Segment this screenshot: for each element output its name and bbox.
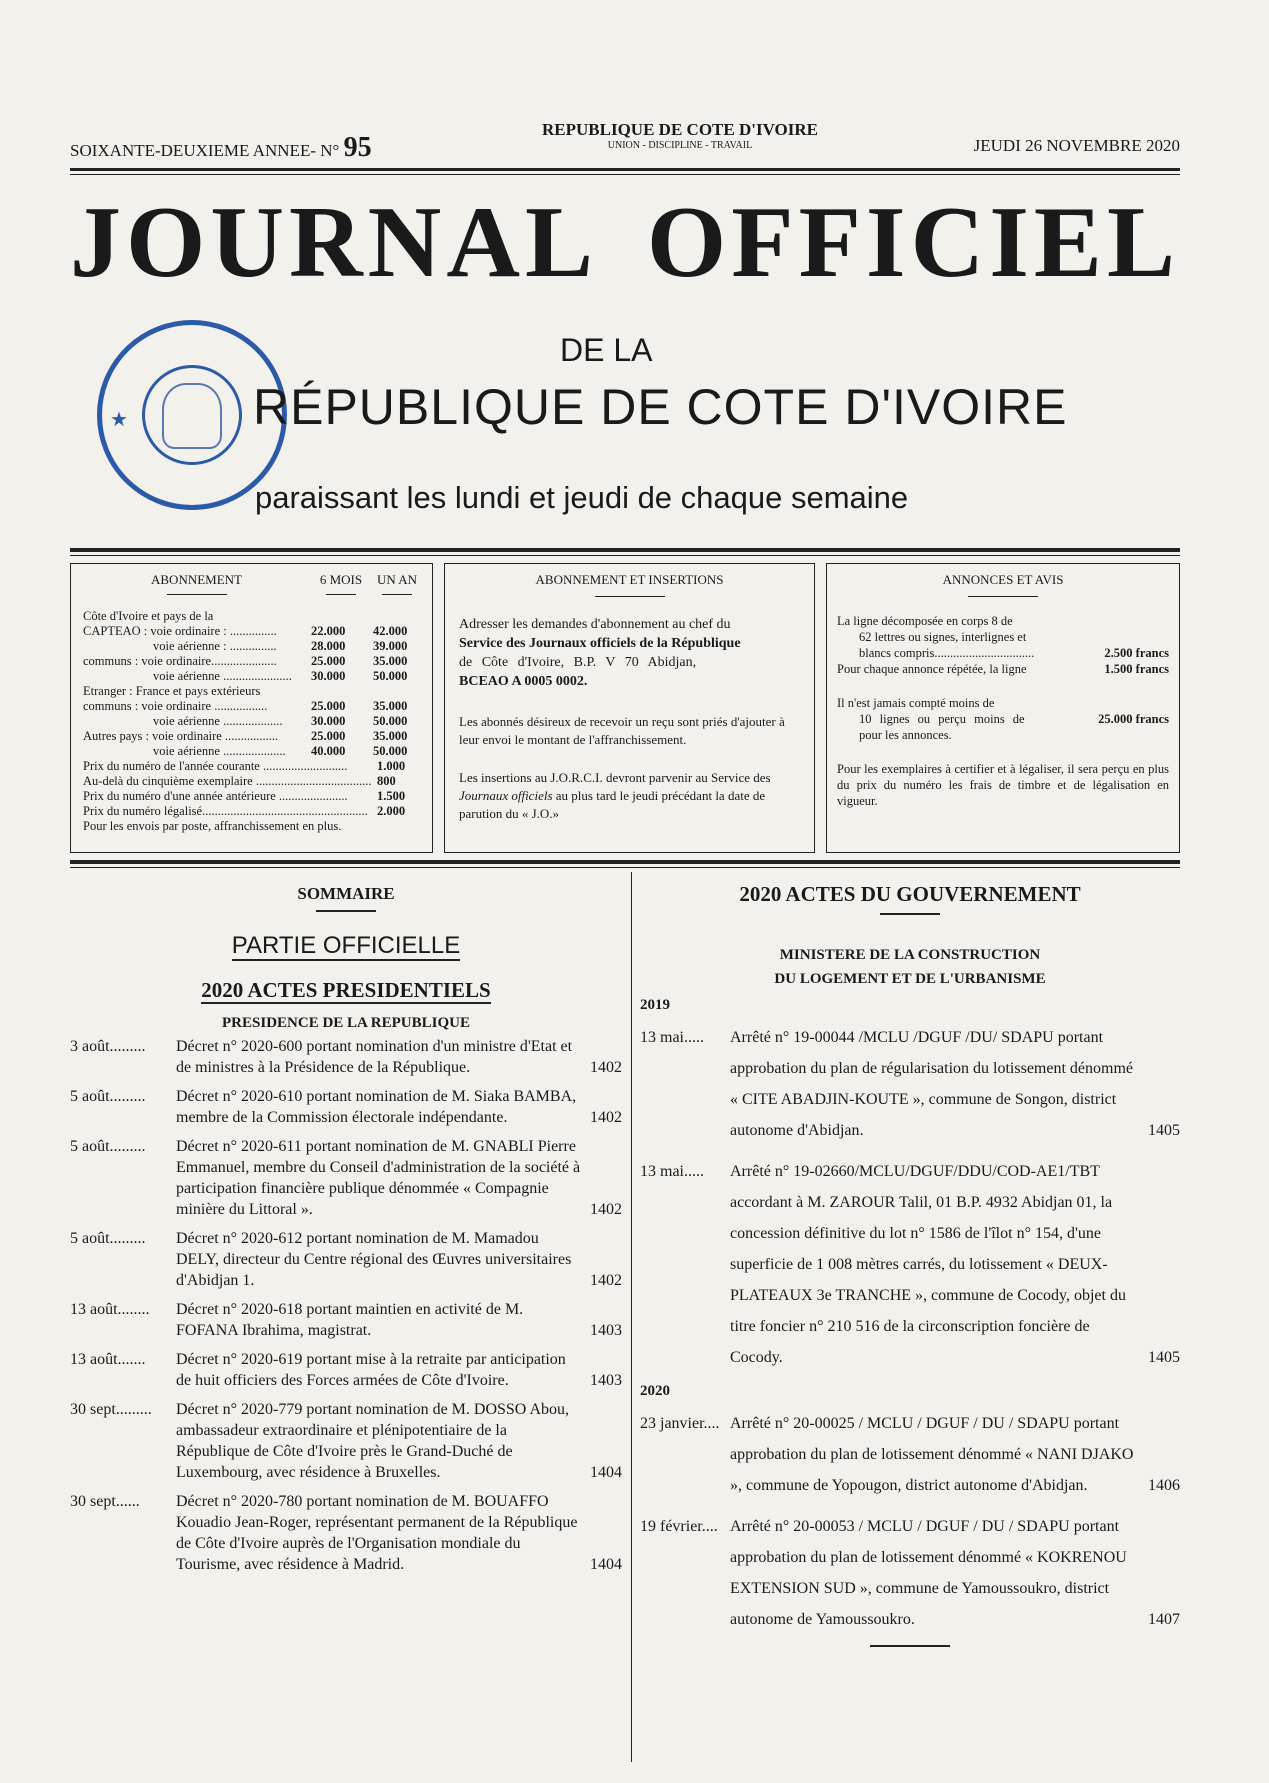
insertions-deadline-a: Les insertions au J.O.R.C.I. devront parvenir au Service des: [459, 770, 771, 785]
info-top-rule: [70, 548, 1180, 552]
government-entry-page: 1406: [1148, 1477, 1180, 1494]
summary-entry-date: 5 août.........: [70, 1230, 146, 1247]
price-row: [83, 759, 423, 774]
summary-entry-date: 13 août........: [70, 1301, 150, 1318]
subscription-row-1year: 35.000: [373, 654, 408, 668]
subscription-row-label: Etranger : France et pays extérieurs: [83, 684, 261, 698]
government-column: [640, 872, 1180, 1647]
government-entry-page: 1405: [1148, 1349, 1180, 1366]
insertions-deadline-journals: Journaux officiels: [459, 788, 553, 803]
summary-entry-date: 5 août.........: [70, 1088, 146, 1105]
announcements-line: Il n'est jamais compté moins de: [837, 696, 995, 710]
insertions-address: de Côte d'Ivoire, B.P. V 70 Abidjan,: [459, 655, 697, 670]
price-row-label: Au-delà du cinquième exemplaire .....................................: [83, 774, 372, 788]
insertions-deadline-c: au plus tard le jeudi précédant la date de parution du « J.O.»: [459, 788, 766, 821]
summary-column: [70, 872, 622, 1583]
government-entry-text: Arrêté n° 19-02660/MCLU/DGUF/DDU/COD-AE1/TBT accordant à M. ZAROUR Talil, 01 B.P. 4932 Abidjan 01, la concession définitive du lot n° 1586 de l'îlot n° 154, d'une superficie de 1 008 mètres carrés, du lotissement « DEUX-PLATEAUX 3e TRANCHE », commune de Cocody, objet du titre foncier n° 210 516 de la circonscription foncière de Cocody.: [730, 1163, 1126, 1366]
government-entry: [640, 1408, 1180, 1501]
summary-entry-page: 1402: [590, 1272, 622, 1289]
summary-entry-page: 1403: [590, 1322, 622, 1339]
subscription-row: [83, 669, 423, 684]
official-part-label: PARTIE OFFICIELLE: [231, 932, 461, 959]
journal-title: [70, 186, 1180, 299]
postage-note: Pour les envois par poste, affranchissement en plus.: [83, 819, 342, 833]
price-row-value: 1.000: [377, 759, 406, 773]
government-entry-date: 13 mai.....: [640, 1029, 704, 1046]
subscription-row-1year: 39.000: [373, 639, 408, 653]
subscription-header: [71, 564, 432, 588]
subscription-row: [83, 729, 423, 744]
summary-entry-date: 3 août.........: [70, 1038, 146, 1055]
subscription-row-label: Côte d'Ivoire et pays de la: [83, 609, 214, 623]
summary-entry: [70, 1349, 622, 1391]
summary-entry-page: 1402: [590, 1109, 622, 1126]
government-entry: [640, 1511, 1180, 1635]
presidential-acts-label: 2020 ACTES PRESIDENTIELS: [201, 978, 491, 1002]
summary-entry: [70, 1399, 622, 1483]
top-rule-thin: [70, 174, 1180, 175]
government-entry-date: 23 janvier....: [640, 1415, 720, 1432]
summary-entry-text: Décret n° 2020-780 portant nomination de M. BOUAFFO Kouadio Jean-Roger, représentant permanent de la République de Côte d'Ivoire auprès de l'Organisation mondiale du Tourisme, avec résidence à Madrid.: [176, 1493, 578, 1573]
republic-name: REPUBLIQUE DE COTE D'IVOIRE: [542, 120, 818, 139]
subscription-row-6months: 28.000: [311, 639, 346, 653]
edition-info: [70, 132, 372, 164]
subscription-row-6months: 30.000: [311, 669, 346, 683]
summary-entry-text: Décret n° 2020-779 portant nomination de M. DOSSO Abou, ambassadeur extraordinaire et plénipotentiaire de la République de Côte d'Ivoire près le Grand-Duché de Luxembourg, avec résidence à Bruxelles.: [176, 1401, 570, 1481]
seal-emblem-icon: [162, 383, 222, 449]
publication-frequency: paraissant les lundi et jeudi de chaque semaine: [255, 480, 909, 515]
price-row-value: 800: [377, 774, 396, 788]
subscription-row-label: Autres pays : voie ordinaire .................: [83, 729, 279, 743]
subscription-header-underlines: [71, 588, 432, 595]
subscription-row-6months: [311, 609, 373, 624]
summary-entry-page: 1403: [590, 1372, 622, 1389]
government-entry-date: 13 mai.....: [640, 1163, 704, 1180]
announcements-price-repeat: 1.500 francs: [1104, 662, 1169, 676]
price-table: [83, 759, 423, 819]
announcements-minimum: 25.000 francs: [1098, 712, 1169, 726]
ministry-line-1: MINISTERE DE LA CONSTRUCTION: [779, 947, 1041, 963]
subscription-table: [83, 609, 423, 759]
subscription-row-6months: 25.000: [311, 699, 346, 713]
summary-entry-date: 13 août.......: [70, 1351, 146, 1368]
summary-entry-text: Décret n° 2020-618 portant maintien en activité de M. FOFANA Ibrahima, magistrat.: [176, 1301, 524, 1339]
summary-entry: [70, 1036, 622, 1078]
price-row-label: Prix du numéro de l'année courante ...........................: [83, 759, 348, 773]
summary-entry-text: Décret n° 2020-600 portant nomination d'un ministre d'Etat et de ministres à la Présidence de la République.: [176, 1038, 573, 1076]
summary-entry-page: 1402: [590, 1059, 622, 1076]
issue-date: JEUDI 26 NOVEMBRE 2020: [973, 136, 1180, 155]
subscription-row-1year: 50.000: [373, 714, 408, 728]
summary-entry: [70, 1086, 622, 1128]
announcements-price: 2.500 francs: [1104, 646, 1169, 660]
republic-block: [510, 120, 850, 151]
subscription-row-1year: 35.000: [373, 699, 408, 713]
presidency-subtitle: PRESIDENCE DE LA REPUBLIQUE: [222, 1015, 470, 1031]
summary-entry: [70, 1228, 622, 1291]
announcements-line: blancs compris................................: [859, 646, 1035, 660]
presidential-acts-title: [70, 978, 622, 1003]
price-row-value: 1.500: [377, 789, 406, 803]
star-icon: ★: [110, 409, 128, 431]
subscription-row-label: voie aérienne ....................: [153, 744, 286, 758]
ministry-line-2: DU LOGEMENT ET DE L'URBANISME: [774, 971, 1046, 987]
announcements-line: 62 lettres ou signes, interlignes et: [859, 630, 1027, 644]
insertions-receipt-note: Les abonnés désireux de recevoir un reçu sont priés d'ajouter à leur envoi le montant de l'affranchissement.: [459, 714, 785, 747]
top-rule: [70, 168, 1180, 171]
announcements-line: Pour chaque annonce répétée, la ligne: [837, 662, 1027, 676]
summary-entry: [70, 1491, 622, 1575]
price-row-label: Prix du numéro légalisé.....................................................: [83, 804, 368, 818]
announcements-header: ANNONCES ET AVIS: [827, 564, 1179, 597]
year-2020: 2020: [640, 1383, 670, 1399]
insertions-header: ABONNEMENT ET INSERTIONS: [445, 564, 814, 597]
subscription-row-label: CAPTEAO : voie ordinaire : ...............: [83, 624, 277, 638]
summary-entry-page: 1404: [590, 1464, 622, 1481]
issue-number: 95: [343, 132, 372, 163]
subscription-row-1year: [373, 609, 423, 624]
announcements-legalisation-note: Pour les exemplaires à certifier et à légaliser, il sera perçu en plus du prix du numéro les frais de timbre et de légalisation en vigueur.: [837, 762, 1169, 808]
masthead-top: [70, 118, 1180, 163]
summary-title: SOMMAIRE: [70, 884, 622, 912]
subscription-row-6months: 30.000: [311, 714, 346, 728]
subscription-row: [83, 684, 423, 699]
government-entry: [640, 1022, 1180, 1146]
subscription-row-1year: 50.000: [373, 744, 408, 758]
subscription-row-label: voie aérienne : ...............: [153, 639, 277, 653]
subscription-row: [83, 744, 423, 759]
government-acts-title: 2020 ACTES DU GOUVERNEMENT: [640, 882, 1180, 915]
subscription-row-1year: 50.000: [373, 669, 408, 683]
government-entry-page: 1405: [1148, 1122, 1180, 1139]
summary-entry-date: 30 sept.........: [70, 1401, 152, 1418]
government-entry-date: 19 février....: [640, 1518, 718, 1535]
government-entry-text: Arrêté n° 20-00053 / MCLU / DGUF / DU / SDAPU portant approbation du plan de lotissement dénommé « KOKRENOU EXTENSION SUD », commune de Yamoussoukro, district autonome de Yamoussoukro.: [730, 1518, 1127, 1628]
info-top-rule-thin: [70, 555, 1180, 556]
insertions-box: [444, 563, 815, 853]
entries-2020: [640, 1408, 1180, 1635]
announcements-box: [826, 563, 1180, 853]
subscription-row-6months: 40.000: [311, 744, 346, 758]
subscription-row: [83, 654, 423, 669]
subscription-row-1year: [373, 684, 423, 699]
subscription-row: [83, 699, 423, 714]
price-row-label: Prix du numéro d'une année antérieure ......................: [83, 789, 348, 803]
year-2019: 2019: [640, 997, 670, 1013]
price-row: [83, 789, 423, 804]
price-row: [83, 804, 423, 819]
subscription-header-label: ABONNEMENT: [151, 572, 242, 587]
column-divider: [631, 872, 632, 1762]
announcements-line: 10 lignes ou perçu moins de: [859, 712, 1025, 726]
summary-entry: [70, 1299, 622, 1341]
announcements-line: pour les annonces.: [859, 728, 952, 742]
subscription-header-6months: 6 MOIS: [319, 572, 363, 587]
summary-entry-text: Décret n° 2020-612 portant nomination de M. Mamadou DELY, directeur du Centre régional des Œuvres universitaires d'Abidjan 1.: [176, 1230, 572, 1289]
subscription-row-6months: 25.000: [311, 654, 346, 668]
end-rule: [870, 1645, 950, 1647]
subscription-box: [70, 563, 433, 853]
subscription-row-label: voie aérienne ...................: [153, 714, 283, 728]
subscription-row-label: communs : voie ordinaire.....................: [83, 654, 277, 668]
summary-entries: [70, 1036, 622, 1575]
summary-entry-page: 1404: [590, 1556, 622, 1573]
insertions-line: Adresser les demandes d'abonnement au chef du: [459, 617, 731, 632]
government-entry-page: 1407: [1148, 1611, 1180, 1628]
summary-entry-text: Décret n° 2020-610 portant nomination de M. Siaka BAMBA, membre de la Commission électorale indépendante.: [176, 1088, 577, 1126]
summary-entry-text: Décret n° 2020-619 portant mise à la retraite par anticipation de huit officiers des Forces armées de Côte d'Ivoire.: [176, 1351, 566, 1389]
subscription-header-1year: UN AN: [376, 572, 418, 587]
official-part-title: [70, 932, 622, 960]
info-bottom-rule-thin: [70, 867, 1180, 868]
summary-entry: [70, 1136, 622, 1220]
title-country: RÉPUBLIQUE DE COTE D'IVOIRE: [253, 379, 1068, 435]
subscription-row: [83, 639, 423, 654]
summary-entry-date: 5 août.........: [70, 1138, 146, 1155]
subscription-row: [83, 609, 423, 624]
info-bottom-rule: [70, 860, 1180, 864]
subscription-row-label: communs : voie ordinaire .................: [83, 699, 268, 713]
subscription-row-label: voie aérienne ......................: [153, 669, 292, 683]
announcements-line: La ligne décomposée en corps 8 de: [837, 614, 1013, 628]
summary-entry-text: Décret n° 2020-611 portant nomination de M. GNABLI Pierre Emmanuel, membre du Conseil d'administration de la société à participation financière publique dénommée « Compagnie minière du Littoral ».: [176, 1138, 581, 1218]
subscription-row-6months: 25.000: [311, 729, 346, 743]
subscription-row-6months: [311, 684, 373, 699]
subscription-row: [83, 714, 423, 729]
subscription-row: [83, 624, 423, 639]
insertions-service-name: Service des Journaux officiels de la République: [459, 636, 741, 651]
title-de-la: DE LA: [560, 332, 653, 368]
summary-entry-page: 1402: [590, 1201, 622, 1218]
title-word-journal: JOURNAL: [70, 186, 599, 299]
government-entry-text: Arrêté n° 20-00025 / MCLU / DGUF / DU / SDAPU portant approbation du plan de lotissement dénommé « NANI DJAKO », commune de Yopougon, district autonome d'Abidjan.: [730, 1415, 1134, 1494]
price-row: [83, 774, 423, 789]
edition-label: SOIXANTE-DEUXIEME ANNEE- N°: [70, 141, 340, 160]
subscription-row-6months: 22.000: [311, 624, 346, 638]
motto: UNION - DISCIPLINE - TRAVAIL: [607, 140, 753, 151]
title-word-officiel: OFFICIEL: [646, 186, 1180, 299]
subscription-row-1year: 35.000: [373, 729, 408, 743]
government-entry-text: Arrêté n° 19-00044 /MCLU /DGUF /DU/ SDAPU portant approbation du plan de régularisation du lotissement dénommé « CITE ABADJIN-KOUTE », commune de Songon, district autonome d'Abidjan.: [730, 1029, 1134, 1139]
insertions-account: BCEAO A 0005 0002.: [459, 674, 588, 689]
insertions-deadline-note: [459, 769, 802, 823]
summary-entry-date: 30 sept......: [70, 1493, 140, 1510]
price-row-value: 2.000: [377, 804, 406, 818]
government-entry: [640, 1156, 1180, 1373]
entries-2019: [640, 1022, 1180, 1373]
subscription-row-1year: 42.000: [373, 624, 408, 638]
